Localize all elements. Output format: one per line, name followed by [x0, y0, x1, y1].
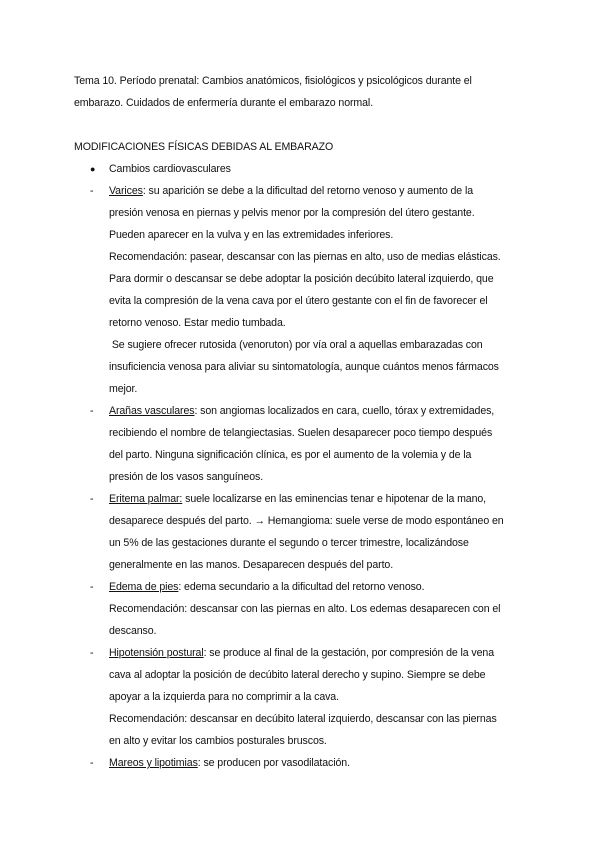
- item-term: Eritema palmar:: [109, 493, 183, 505]
- dash-marker: -: [90, 185, 94, 197]
- section-title: MODIFICACIONES FÍSICAS DEBIDAS AL EMBARAZO: [74, 141, 334, 153]
- text-line: [109, 400, 504, 422]
- document-header: [74, 70, 472, 114]
- text-line: apoyar a la izquierda para no comprimir a la cava.: [109, 691, 339, 703]
- item-body: [109, 180, 504, 400]
- text-line: cava al adoptar la posición de decúbito lateral derecho y supino. Siempre se debe: [109, 669, 486, 681]
- text-line: [109, 642, 504, 664]
- item-text: : son angiomas localizados en cara, cuello, tórax y extremidades,: [194, 405, 495, 417]
- text-line: un 5% de las gestaciones durante el segundo o tercer trimestre, localizándose: [109, 537, 469, 549]
- text-line: en alto y evitar los cambios posturales bruscos.: [109, 735, 327, 747]
- item-text: : edema secundario a la dificultad del retorno venoso.: [178, 581, 425, 593]
- item-text: : se produce al final de la gestación, por compresión de la vena: [203, 647, 495, 659]
- dash-marker: -: [90, 647, 94, 659]
- text-line: Pueden aparecer en la vulva y en las extremidades inferiores.: [109, 229, 394, 241]
- text-line: retorno venoso. Estar medio tumbada.: [109, 317, 286, 329]
- text-line: mejor.: [109, 383, 138, 395]
- list-item: [90, 400, 504, 488]
- item-term: Hipotensión postural: [109, 647, 204, 659]
- text-line: [109, 180, 504, 202]
- text-line: [109, 488, 504, 510]
- item-term: Arañas vasculares: [109, 405, 195, 417]
- item-body: [109, 488, 504, 576]
- dash-marker: -: [90, 757, 94, 769]
- text-line: Se sugiere ofrecer rutosida (venoruton) por vía oral a aquellas embarazadas con: [109, 339, 483, 351]
- text-line: insuficiencia venosa para aliviar su sintomatología, aunque cuántos menos fármacos: [109, 361, 499, 373]
- text-line: generalmente en las manos. Desaparecen después del parto.: [109, 559, 394, 571]
- list-item: [90, 752, 504, 774]
- item-text: : se producen por vasodilatación.: [197, 757, 350, 769]
- list-item: [90, 642, 504, 752]
- item-body: [109, 576, 504, 642]
- item-term: Mareos y lipotimias: [109, 757, 198, 769]
- bullet-item: [90, 158, 231, 180]
- text-line: evita la compresión de la vena cava por el útero gestante con el fin de favorecer el: [109, 295, 488, 307]
- dash-list: [90, 180, 504, 774]
- dash-marker: -: [90, 405, 94, 417]
- text-line: [109, 576, 504, 598]
- item-term: Varices: [109, 185, 143, 197]
- text-line: Para dormir o descansar se debe adoptar la posición decúbito lateral izquierdo, que: [109, 273, 494, 285]
- header-line: embarazo. Cuidados de enfermería durante el embarazo normal.: [74, 97, 374, 109]
- text-line: Recomendación: descansar en decúbito lateral izquierdo, descansar con las piernas: [109, 713, 497, 725]
- bullet-icon: ●: [90, 164, 96, 174]
- item-text: suele localizarse en las eminencias tenar e hipotenar de la mano,: [182, 493, 487, 505]
- item-body: [109, 400, 504, 488]
- dash-marker: -: [90, 581, 94, 593]
- text-line: Recomendación: descansar con las piernas en alto. Los edemas desaparecen con el: [109, 603, 501, 615]
- list-item: [90, 488, 504, 576]
- text-line: presión de los vasos sanguíneos.: [109, 471, 264, 483]
- list-item: [90, 576, 504, 642]
- dash-marker: -: [90, 493, 94, 505]
- text-line: presión venosa en piernas y pelvis menor por la compresión del útero gestante.: [109, 207, 475, 219]
- text-line: del parto. Ninguna significación clínica, es por el aumento de la volemia y de la: [109, 449, 472, 461]
- item-body: [109, 642, 504, 752]
- text-line: [109, 752, 504, 774]
- item-body: [109, 752, 504, 774]
- text-line: descanso.: [109, 625, 157, 637]
- bullet-label: Cambios cardiovasculares: [109, 163, 231, 175]
- text-line: desaparece después del parto. → Hemangioma: suele verse de modo espontáneo en: [109, 515, 504, 527]
- list-item: [90, 180, 504, 400]
- item-text: : su aparición se debe a la dificultad del retorno venoso y aumento de la: [142, 185, 473, 197]
- item-term: Edema de pies: [109, 581, 179, 593]
- text-line: recibiendo el nombre de telangiectasias. Suelen desaparecer poco tiempo después: [109, 427, 493, 439]
- header-line: Tema 10. Período prenatal: Cambios anatómicos, fisiológicos y psicológicos durante el: [74, 75, 472, 87]
- text-line: Recomendación: pasear, descansar con las piernas en alto, uso de medias elásticas.: [109, 251, 501, 263]
